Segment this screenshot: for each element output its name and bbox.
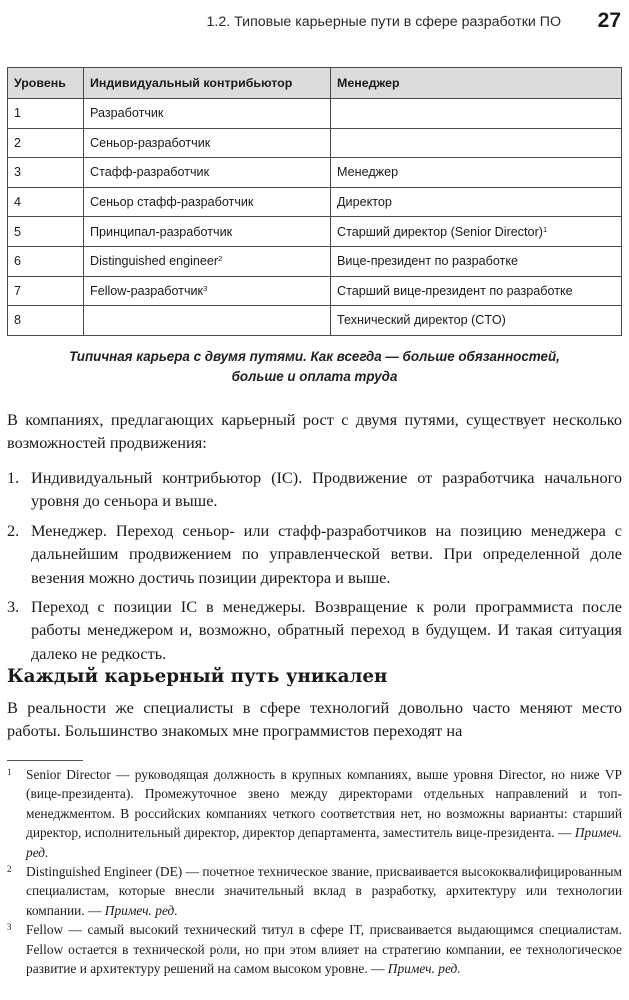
ic-cell <box>84 246 331 276</box>
footnote-item <box>7 765 622 862</box>
page-number: 27 <box>597 9 621 32</box>
ic-title: Принципал-разработчик <box>90 224 233 239</box>
editor-note: Примеч. ред. <box>104 902 178 918</box>
ic-cell <box>84 128 331 158</box>
footnote-item <box>7 920 622 978</box>
manager-title: Вице-президент по разработке <box>337 254 518 269</box>
ic-cell <box>84 99 331 129</box>
manager-title: Директор <box>337 195 392 210</box>
footnote-mark: 2 <box>7 864 12 875</box>
manager-cell <box>331 217 622 247</box>
level-cell: 7 <box>8 276 84 306</box>
ic-title: Стафф-разработчик <box>90 165 210 180</box>
table-row <box>8 246 622 276</box>
list-text: Переход с позиции IC в менеджеры. Возвращение к роли программиста после работы менеджером и, возможно, обратный переход в будущем. И такая ситуация далеко не редкость. <box>31 597 622 663</box>
list-text: Индивидуальный контрибьютор (IC). Продвижение от разработчика начального уровня до сеньора и выше. <box>31 468 622 511</box>
ic-title: Разработчик <box>90 106 164 121</box>
header-individual-contributor: Индивидуальный контрибьютор <box>84 68 331 99</box>
manager-cell <box>331 246 622 276</box>
manager-cell <box>331 187 622 217</box>
level-cell: 3 <box>8 158 84 188</box>
table-row <box>8 306 622 336</box>
level-cell: 6 <box>8 246 84 276</box>
manager-cell <box>331 99 622 129</box>
table-row <box>8 99 622 129</box>
manager-title: Старший директор (Senior Director) <box>337 224 543 239</box>
editor-note: Примеч. ред. <box>26 825 622 860</box>
running-title: 1.2. Типовые карьерные пути в сфере разработки ПО <box>206 14 561 30</box>
ic-cell <box>84 158 331 188</box>
level-cell: 1 <box>8 99 84 129</box>
section-paragraph: В реальности же специалисты в сфере технологий довольно часто меняют место работы. Большинство знакомых мне программистов переходят на <box>7 698 622 741</box>
ic-cell <box>84 276 331 306</box>
manager-cell <box>331 306 622 336</box>
table-row <box>8 187 622 217</box>
table-row <box>8 158 622 188</box>
footnote-text: Senior Director — руководящая должность в крупных компаниях, выше уровня Director, но ниже VP (вице-президента). Промежуточное звено между директорами отдельных направлений и топ-менеджментом. В российских компаниях четкого соответствия нет, но возможны варианты: старший директор, исполнительный директор, директор департамента, заместитель вице-президента. — <box>26 767 622 841</box>
ic-title: Сеньор-разработчик <box>90 135 211 150</box>
level-cell: 8 <box>8 306 84 336</box>
intro-paragraph: В компаниях, предлагающих карьерный рост с двумя путями, существует несколько возможностей продвижения: <box>7 410 622 453</box>
list-item <box>7 519 622 589</box>
list-number: 3. <box>7 597 20 617</box>
ic-title: Fellow-разработчик <box>90 283 204 298</box>
list-number: 1. <box>7 468 20 487</box>
ic-cell <box>84 217 331 247</box>
table-row <box>8 276 622 306</box>
manager-title: Старший вице-президент по разработке <box>337 283 573 298</box>
manager-title: Менеджер <box>337 165 399 180</box>
promotion-options-list <box>7 466 622 671</box>
list-item <box>7 466 622 513</box>
manager-cell <box>331 276 622 306</box>
header-manager: Менеджер <box>331 68 622 99</box>
footnote-ref[interactable]: 2 <box>218 254 223 264</box>
page-header <box>8 4 621 38</box>
ic-title: Сеньор стафф-разработчик <box>90 195 254 210</box>
footnote-ref[interactable]: 1 <box>542 224 548 234</box>
footnotes <box>7 765 622 978</box>
editor-note: Примеч. ред. <box>387 961 461 977</box>
section-heading: Каждый карьерный путь уникален <box>7 666 388 687</box>
table-row <box>8 128 622 158</box>
ic-title: Distinguished engineer <box>90 254 219 269</box>
table-caption <box>0 347 629 387</box>
footnote-text: Fellow — самый высокий технический титул в сфере IT, присваивается выдающимся специалистам. Fellow остается в технической роли, но при этом влияет на стратегию компании, ее технологическое развитие и архитектуру решений на самом высоком уровне. — <box>26 922 622 977</box>
table-row <box>8 217 622 247</box>
footnote-divider <box>7 760 83 761</box>
footnote-item <box>7 862 622 920</box>
footnote-text: Distinguished Engineer (DE) — почетное техническое звание, присваивается высококвалифицированным специалистам, которые внесли значительный вклад в разработку, архитектуру или технологии компании. — <box>26 864 622 918</box>
level-cell: 4 <box>8 187 84 217</box>
footnote-mark: 3 <box>7 922 12 933</box>
list-item <box>7 595 622 665</box>
manager-cell <box>331 128 622 158</box>
level-cell: 2 <box>8 128 84 158</box>
list-number: 2. <box>7 520 20 540</box>
career-levels-table <box>7 67 622 336</box>
ic-cell <box>84 187 331 217</box>
level-cell: 5 <box>8 217 84 247</box>
manager-cell <box>331 158 622 188</box>
table-header-row <box>8 68 622 99</box>
caption-line: Типичная карьера с двумя путями. Как всегда — больше обязанностей, <box>69 349 560 364</box>
header-level: Уровень <box>8 68 84 99</box>
footnote-mark: 1 <box>7 767 12 777</box>
list-text: Менеджер. Переход сеньор- или стафф-разработчиков на позицию менеджера с дальнейшим продвижением по управленческой ветви. При определенной доле везения можно достичь позиции директора и выше. <box>31 520 622 587</box>
caption-line: больше и оплата труда <box>231 369 398 384</box>
footnote-ref[interactable]: 3 <box>203 283 208 293</box>
ic-cell <box>84 306 331 336</box>
manager-title: Технический директор (CTO) <box>337 313 506 328</box>
